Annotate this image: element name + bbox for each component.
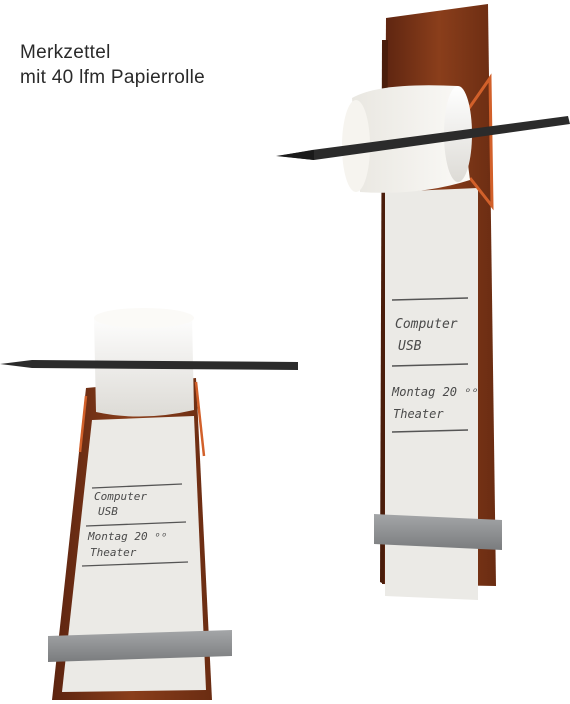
pencil [0, 360, 298, 370]
note-text-line-3: Montag 20 ᵒᵒ [88, 530, 168, 543]
note-text-line-4: Theater [393, 407, 444, 421]
paper-roll-top [94, 308, 194, 328]
note-text-line-4: Theater [90, 546, 137, 559]
upright-note-holder [276, 4, 570, 600]
note-text-line-2: USB [398, 339, 422, 354]
caption-line-1: Merkzettel [20, 42, 111, 63]
note-text-line-2: USB [98, 505, 118, 518]
note-text-line-1: Computer [395, 317, 458, 332]
note-text-line-1: Computer [94, 490, 147, 503]
caption-line-2: mit 40 lfm Papierrolle [20, 67, 206, 88]
leaning-note-holder [0, 308, 298, 700]
note-text-line-3: Montag 20 ᵒᵒ [392, 385, 479, 399]
pencil-tip [276, 150, 314, 160]
metal-band [374, 514, 502, 550]
